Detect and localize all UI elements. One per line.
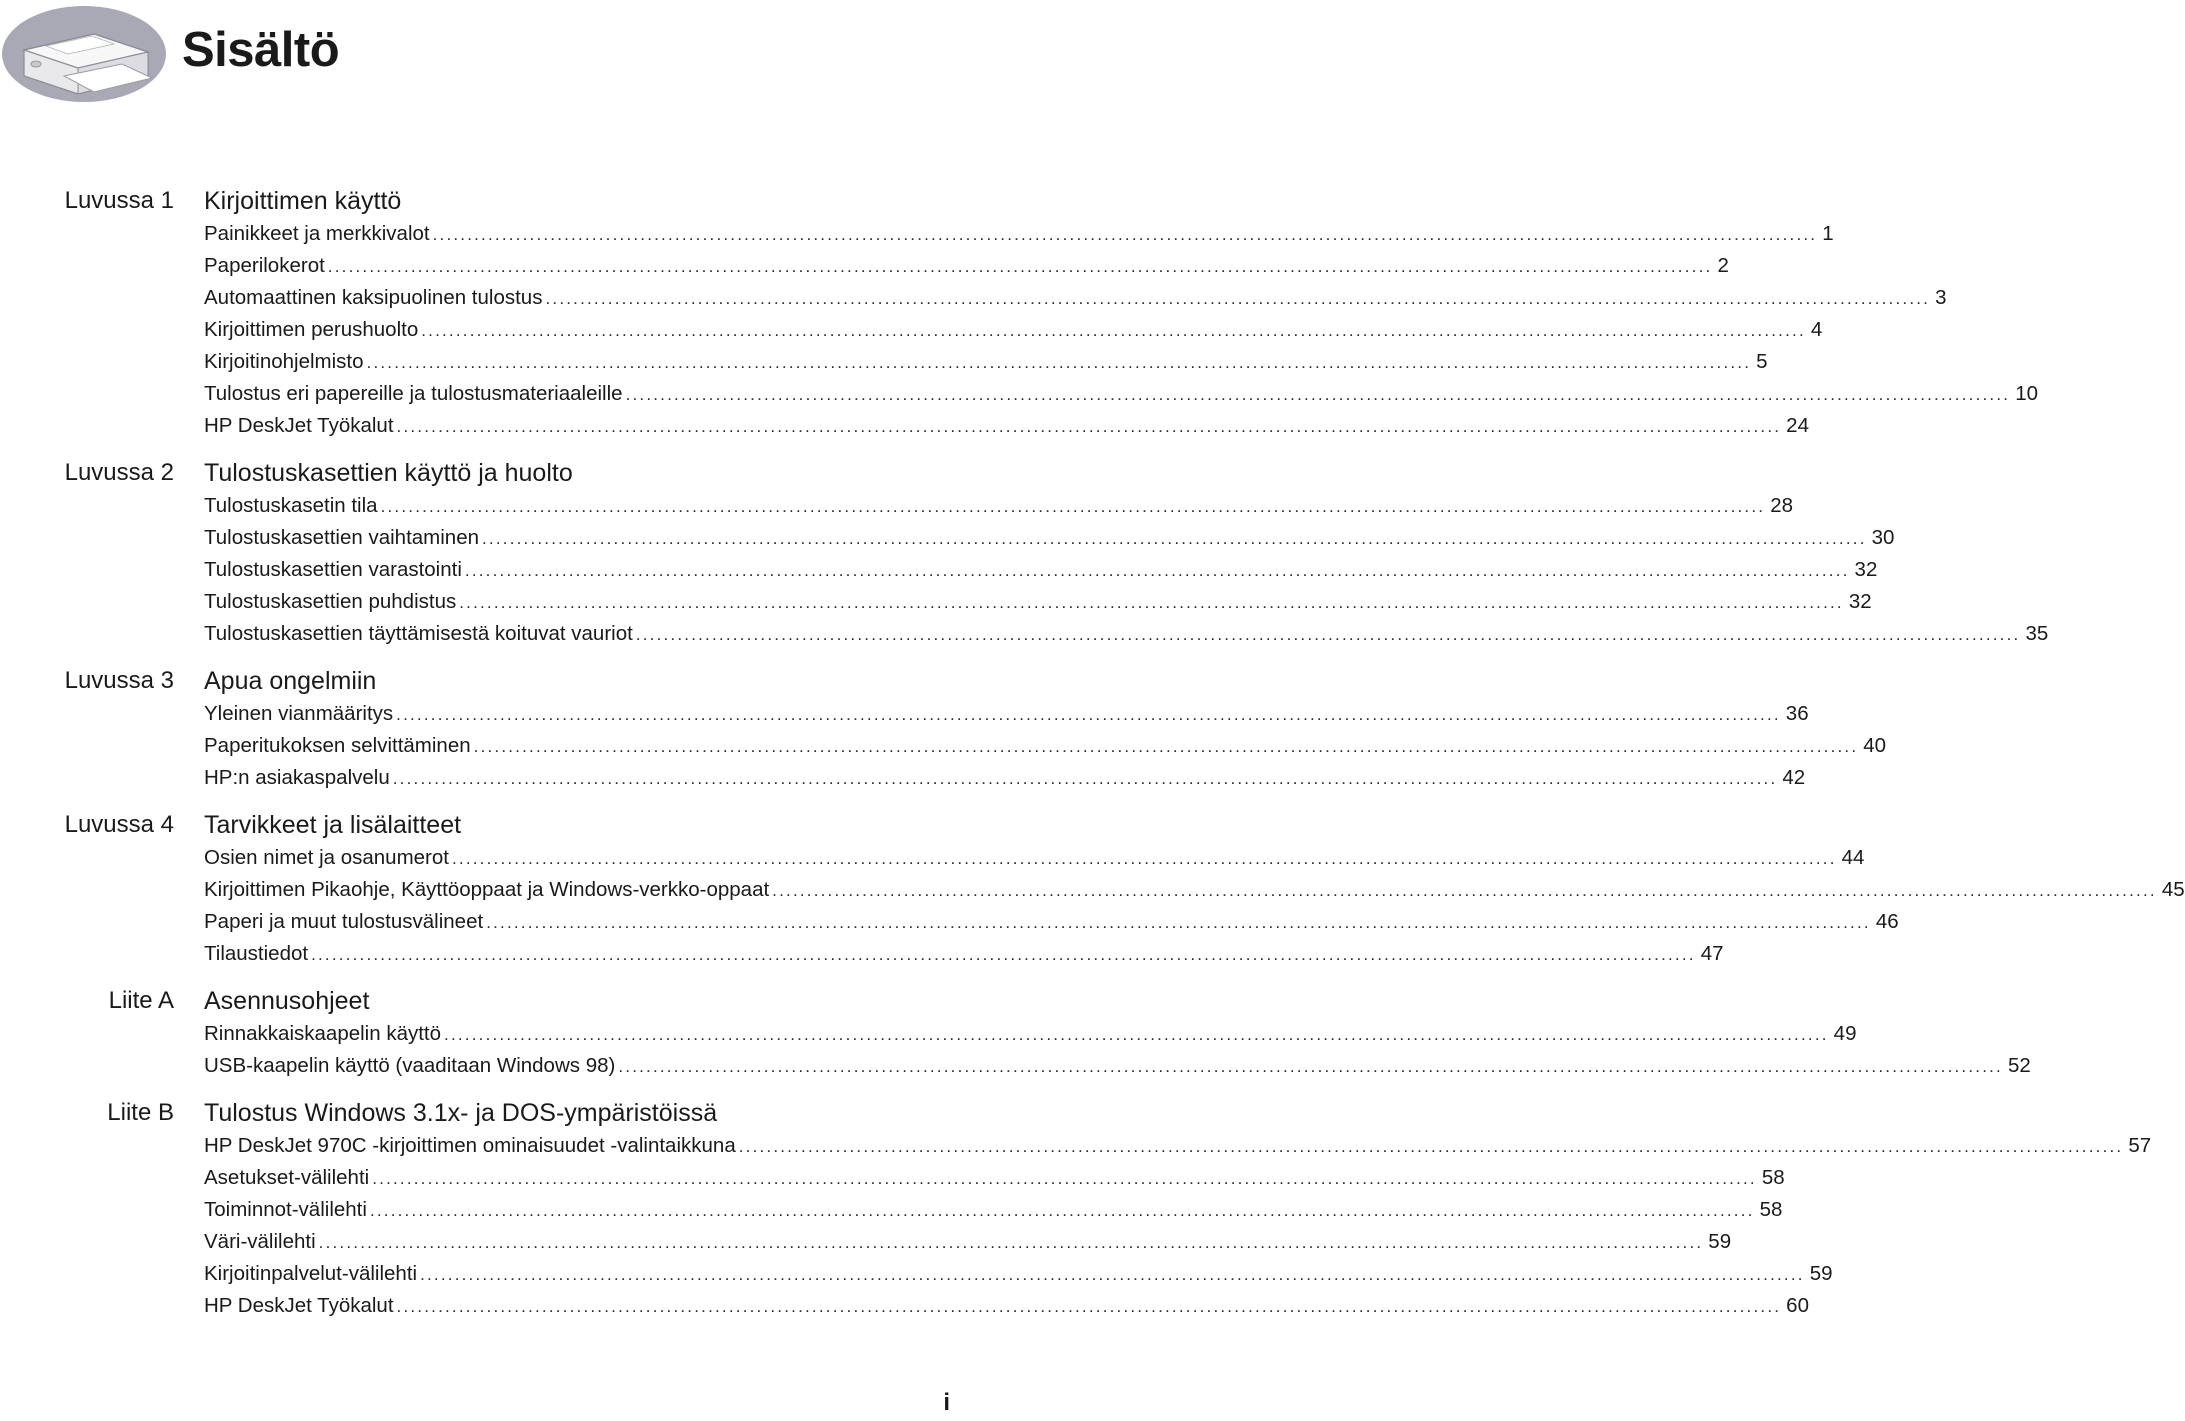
dot-leader: ........................................................................................................................................................................................................	[372, 1169, 1757, 1188]
section-label: Luvussa 3	[64, 667, 174, 694]
toc-entry-page: 58	[1759, 1198, 1783, 1221]
dot-leader: ........................................................................................................................................................................................................	[618, 1057, 2003, 1076]
toc-entry-title: Yleinen vianmääritys	[204, 702, 394, 725]
toc-entry-page: 1	[1822, 222, 1834, 245]
toc-entry-page: 44	[1841, 846, 1865, 869]
section-title[interactable]: Asennusohjeet	[204, 987, 370, 1015]
toc-entry-page: 36	[1785, 702, 1809, 725]
section-spacer	[0, 442, 960, 456]
toc-entry-page: 10	[2015, 382, 2039, 405]
toc-entry[interactable]	[204, 218, 1834, 250]
toc-entry-title: Väri-välilehti	[204, 1230, 316, 1253]
dot-leader: ........................................................................................................................................................................................................	[420, 1265, 1805, 1284]
toc-entry-title: Tulostuskasetin tila	[204, 494, 378, 517]
toc-entry-page: 59	[1809, 1262, 1833, 1285]
section-label: Luvussa 4	[64, 811, 174, 838]
dot-leader: ........................................................................................................................................................................................................	[318, 1233, 1704, 1252]
toc-section	[0, 984, 2031, 1082]
toc-entry[interactable]	[204, 842, 1865, 874]
toc-entry-title: HP DeskJet 970C -kirjoittimen ominaisuudet -valintaikkuna	[204, 1134, 736, 1157]
toc-entry[interactable]	[204, 762, 1806, 794]
dot-leader: ........................................................................................................................................................................................................	[396, 417, 1782, 436]
toc-entry[interactable]	[204, 314, 1823, 346]
toc-entry-title: HP DeskJet Työkalut	[204, 1294, 394, 1317]
section-title[interactable]: Apua ongelmiin	[204, 667, 377, 695]
toc-entry-page: 46	[1875, 910, 1899, 933]
section-label: Luvussa 2	[64, 459, 174, 486]
dot-leader: ........................................................................................................................................................................................................	[369, 1201, 1755, 1220]
toc-entry[interactable]	[204, 698, 1809, 730]
toc-entry-page: 40	[1863, 734, 1887, 757]
toc-section	[0, 664, 1887, 794]
dot-leader: ........................................................................................................................................................................................................	[444, 1025, 1829, 1044]
page-number: i	[943, 1389, 950, 1416]
toc-entry[interactable]	[204, 1194, 1783, 1226]
dot-leader: ........................................................................................................................................................................................................	[380, 497, 1766, 516]
section-title[interactable]: Tulostuskasettien käyttö ja huolto	[204, 459, 573, 487]
dot-leader: ........................................................................................................................................................................................................	[464, 561, 1850, 580]
dot-leader: ........................................................................................................................................................................................................	[366, 353, 1752, 372]
toc-entry-title: Tulostuskasettien täyttämisestä koituvat vauriot	[204, 622, 633, 645]
toc-entry-page: 47	[1700, 942, 1724, 965]
dot-leader: ........................................................................................................................................................................................................	[482, 529, 1867, 548]
section-title[interactable]: Tarvikkeet ja lisälaitteet	[204, 811, 462, 839]
toc-entry[interactable]	[204, 554, 1878, 586]
dot-leader: ........................................................................................................................................................................................................	[486, 913, 1871, 932]
toc-entry-title: Tulostuskasettien puhdistus	[204, 590, 457, 613]
toc-entry-title: Toiminnot-välilehti	[204, 1198, 367, 1221]
toc-entry-page: 4	[1810, 318, 1823, 341]
toc-entry-page: 5	[1756, 350, 1768, 373]
toc-entry[interactable]	[204, 410, 1809, 442]
toc-entry[interactable]	[204, 490, 1794, 522]
toc-entry-page: 57	[2128, 1134, 2152, 1157]
toc-entry-title: Tulostuskasettien vaihtaminen	[204, 526, 479, 549]
dot-leader: ........................................................................................................................................................................................................	[625, 385, 2011, 404]
dot-leader: ........................................................................................................................................................................................................	[396, 705, 1781, 724]
toc-entry[interactable]	[204, 1290, 1809, 1322]
toc-entry[interactable]	[204, 1258, 1833, 1290]
toc-entry-title: Tulostus eri papereille ja tulostusmateriaaleille	[204, 382, 623, 405]
toc-entry[interactable]	[204, 874, 2185, 906]
dot-leader: ........................................................................................................................................................................................................	[392, 769, 1778, 788]
dot-leader: ........................................................................................................................................................................................................	[772, 881, 2157, 900]
toc-entry-page: 60	[1786, 1294, 1809, 1317]
section-label: Liite B	[107, 1099, 174, 1126]
toc-entry-title: USB-kaapelin käyttö (vaaditaan Windows 98)	[204, 1054, 616, 1077]
toc-entry[interactable]	[204, 618, 2049, 650]
toc-entry[interactable]	[204, 906, 1899, 938]
toc-entry-page: 35	[2025, 622, 2049, 645]
toc-entry-page: 58	[1761, 1166, 1785, 1189]
toc-entry-page: 30	[1871, 526, 1895, 549]
toc-entry-title: Osien nimet ja osanumerot	[204, 846, 449, 869]
toc-entry-page: 32	[1848, 590, 1872, 613]
toc-section	[0, 184, 2039, 442]
toc-entry[interactable]	[204, 938, 1724, 970]
dot-leader: ........................................................................................................................................................................................................	[432, 225, 1818, 244]
toc-entry[interactable]	[204, 282, 1947, 314]
toc-entry-title: Kirjoitinpalvelut-välilehti	[204, 1262, 418, 1285]
toc-entry-title: Tilaustiedot	[204, 942, 309, 965]
toc-entry-title: Kirjoitinohjelmisto	[204, 350, 364, 373]
toc-entry-title: Paperitukoksen selvittäminen	[204, 734, 471, 757]
toc-entry-page: 42	[1782, 766, 1806, 789]
toc-entry[interactable]	[204, 730, 1887, 762]
toc-entry-page: 49	[1833, 1022, 1857, 1045]
section-spacer	[0, 794, 960, 808]
toc-entry-title: Paperi ja muut tulostusvälineet	[204, 910, 484, 933]
section-title[interactable]: Tulostus Windows 3.1x- ja DOS-ympäristöissä	[204, 1099, 718, 1127]
toc-section	[0, 1096, 2152, 1322]
toc-entry[interactable]	[204, 1226, 1732, 1258]
dot-leader: ........................................................................................................................................................................................................	[327, 257, 1713, 276]
dot-leader: ........................................................................................................................................................................................................	[738, 1137, 2124, 1156]
section-label: Luvussa 1	[64, 187, 174, 214]
toc-entry-title: Automaattinen kaksipuolinen tulostus	[204, 286, 543, 309]
section-spacer	[0, 650, 960, 664]
toc-entry-title: HP DeskJet Työkalut	[204, 414, 394, 437]
toc-entry-title: Rinnakkaiskaapelin käyttö	[204, 1022, 442, 1045]
toc-entry-title: Asetukset-välilehti	[204, 1166, 370, 1189]
toc-entry[interactable]	[204, 522, 1895, 554]
toc-entry[interactable]	[204, 1050, 2031, 1082]
printer-icon	[2, 6, 166, 102]
toc-entry[interactable]	[204, 250, 1729, 282]
toc-entry-page: 2	[1717, 254, 1729, 277]
toc-section	[0, 808, 2185, 970]
dot-leader: ........................................................................................................................................................................................................	[545, 289, 1931, 308]
section-label: Liite A	[108, 987, 174, 1014]
toc-entry-title: Paperilokerot	[204, 254, 325, 277]
toc-entry-page: 24	[1786, 414, 1809, 437]
toc-entry-title: HP:n asiakaspalvelu	[204, 766, 390, 789]
dot-leader: ........................................................................................................................................................................................................	[473, 737, 1859, 756]
toc-entry-page: 45	[2161, 878, 2185, 901]
toc-entry-page: 52	[2007, 1054, 2031, 1077]
section-spacer	[0, 1082, 960, 1096]
header-oval	[2, 6, 166, 102]
dot-leader: ........................................................................................................................................................................................................	[396, 1297, 1782, 1316]
toc-entry-title: Kirjoittimen Pikaohje, Käyttöoppaat ja Windows-verkko-oppaat	[204, 878, 770, 901]
dot-leader: ........................................................................................................................................................................................................	[635, 625, 2021, 644]
page-title: Sisältö	[182, 23, 340, 77]
toc-entry[interactable]	[204, 586, 1872, 618]
toc-entry-page: 28	[1770, 494, 1794, 517]
toc-section	[0, 456, 2049, 650]
toc-entry-title: Kirjoittimen perushuolto	[204, 318, 419, 341]
section-title[interactable]: Kirjoittimen käyttö	[204, 187, 402, 215]
toc-entry-page: 32	[1854, 558, 1878, 581]
toc-entry[interactable]	[204, 1162, 1785, 1194]
dot-leader: ........................................................................................................................................................................................................	[421, 321, 1806, 340]
toc-entry[interactable]	[204, 1018, 1857, 1050]
toc-entry[interactable]	[204, 346, 1768, 378]
table-of-contents	[0, 184, 2185, 1322]
dot-leader: ........................................................................................................................................................................................................	[451, 849, 1837, 868]
toc-entry-page: 59	[1708, 1230, 1732, 1253]
toc-entry-page: 3	[1935, 286, 1947, 309]
toc-entry-title: Tulostuskasettien varastointi	[204, 558, 462, 581]
toc-entry-title: Painikkeet ja merkkivalot	[204, 222, 430, 245]
section-spacer	[0, 970, 960, 984]
dot-leader: ........................................................................................................................................................................................................	[459, 593, 1844, 612]
toc-entry[interactable]	[204, 378, 2039, 410]
dot-leader: ........................................................................................................................................................................................................	[311, 945, 1696, 964]
toc-entry[interactable]	[204, 1130, 2152, 1162]
